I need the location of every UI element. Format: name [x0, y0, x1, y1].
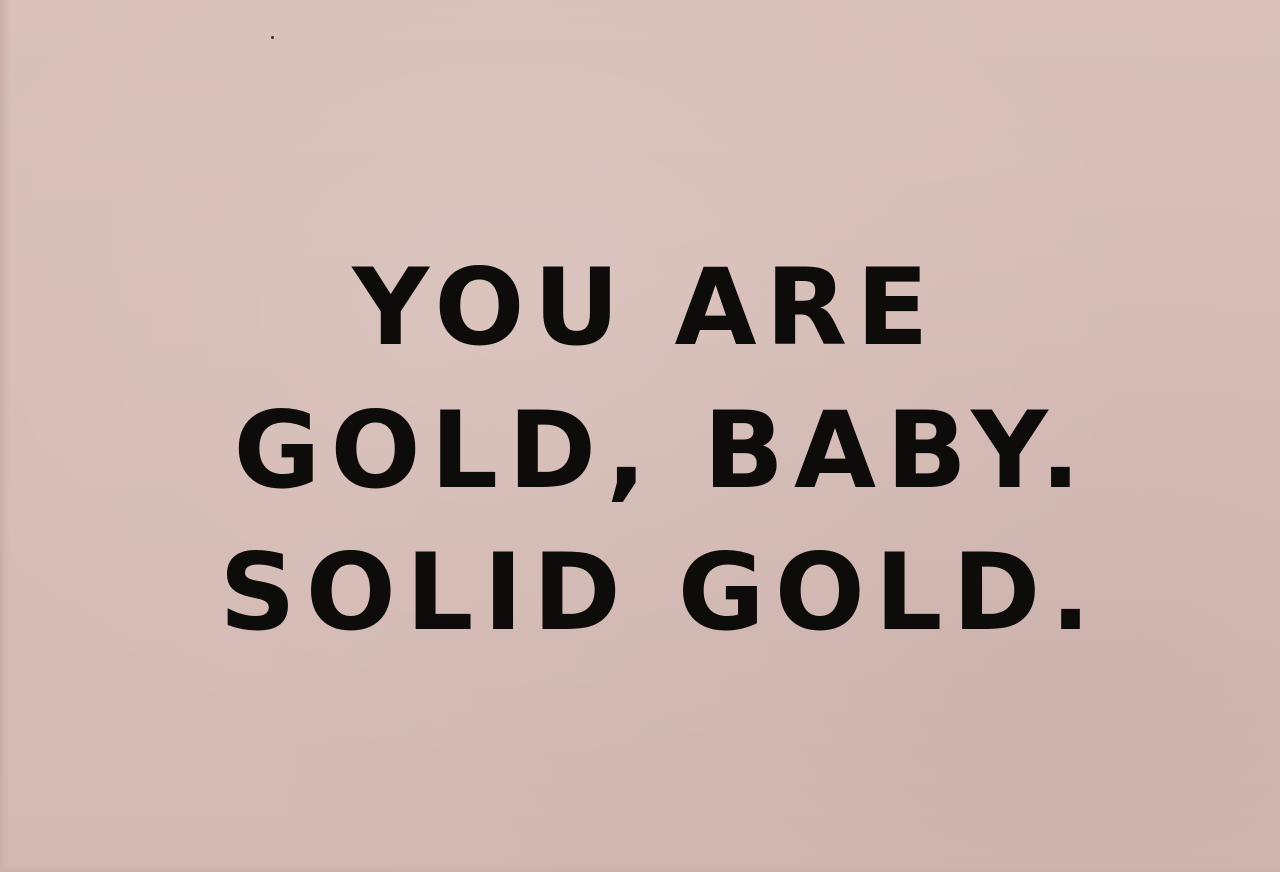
- sign-line-3: SOLID GOLD.: [219, 531, 1101, 654]
- sign-line-2: GOLD, BABY.: [233, 389, 1091, 512]
- sign-line-1: YOU ARE: [352, 246, 938, 369]
